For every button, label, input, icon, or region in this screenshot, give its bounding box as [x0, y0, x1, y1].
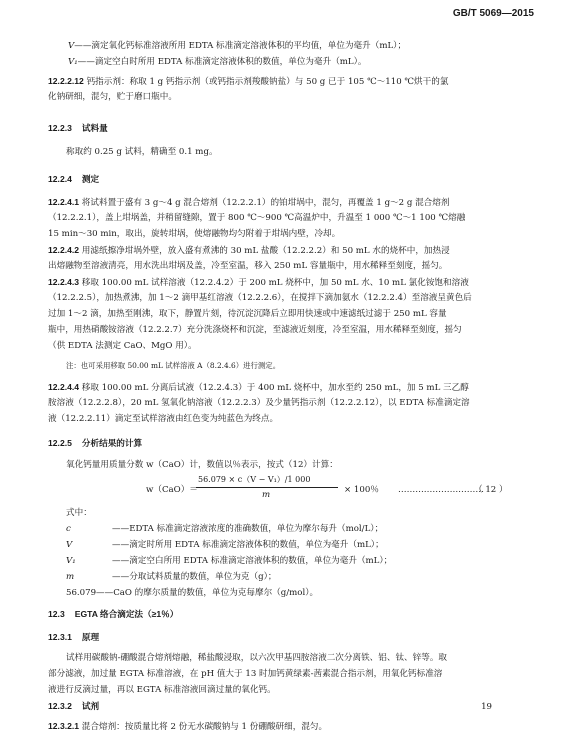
- paragraph-line: 出熔融物至溶液清亮，用水洗出坩埚及盖，冷至室温，移入 250 mL 容量瓶中，用水稀释至刻度，摇匀。: [48, 261, 448, 271]
- note-line: 注：也可采用移取 50.00 mL 试样溶液 A（8.2.4.6）进行测定。: [66, 361, 281, 370]
- paragraph-line: 液（12.2.2.11）滴定至试样溶液由红色变为纯蓝色为终点。: [48, 414, 279, 424]
- definition-text: 滴定空白时所用 EDTA 标准滴定溶液体积的数值，单位为毫升（mL）。: [94, 57, 367, 67]
- paragraph-line: 瓶中，用热硝酸铵溶液（12.2.2.7）充分洗涤烧杯和沉淀，至滤液近刻度，冷至室温，用水稀释至刻度，摇匀: [48, 325, 462, 335]
- formula-leader-dots: …………………………: [398, 485, 484, 495]
- variable-description: ——滴定空白所用 EDTA 标准滴定溶液体积的数值，单位为毫升（mL）；: [112, 556, 393, 566]
- paragraph-text: 移取 100.00 mL 试样溶液（12.2.4.2）于 200 mL 烧杯中，加 50 mL 水、10 mL 氯化铵饱和溶液: [81, 278, 469, 288]
- clause-number: 12.2.4: [48, 174, 72, 184]
- variable-description: ——CaO 的摩尔质量的数值，单位为克每摩尔（g/mol）。: [96, 588, 319, 598]
- section-title: EGTA 络合滴定法（≥1％）: [74, 609, 179, 619]
- paragraph-text: 钙指示剂：称取 1 g 钙指示剂（或钙指示剂羧酸钠盐）与 50 g 已于 105 ℃～110 ℃烘干的氯: [86, 77, 449, 87]
- definition-symbol: V: [68, 41, 75, 51]
- formula-denominator: m: [262, 490, 271, 500]
- variable-description: ——分取试料质量的数值，单位为克（g）；: [112, 572, 277, 582]
- variable-symbol: V₁: [66, 556, 76, 566]
- where-label: 式中：: [66, 508, 92, 518]
- formula-tail: × 100％: [344, 485, 379, 495]
- paragraph-line: （12.2.2.5），加热煮沸，加 1～2 滴甲基红溶液（12.2.2.6），在搅拌下滴加氨水（12.2.2.4）至溶液呈黄色后: [48, 293, 472, 303]
- variable-definition: [66, 539, 384, 551]
- paragraph-line: 过加 1～2 滴，加热至刚沸，取下，静置片刻，待沉淀沉降后立即用快速或中速滤纸过滤于 250 mL 容量: [48, 309, 447, 319]
- clause-number: 12.3.2: [48, 701, 72, 711]
- paragraph-line: 胺溶液（12.2.2.8），20 mL 氢氧化钠溶液（12.2.2.3）及少量钙指示剂（12.2.2.12），以 EDTA 标准滴定溶: [48, 398, 470, 408]
- variable-definition: [66, 555, 392, 567]
- paragraph-line: 部分滤液，加过量 EGTA 标准溶液，在 pH 值大于 13 时加钙黄绿素-茜素混合指示剂，用氧化钙标准溶: [48, 669, 443, 679]
- fraction-bar: [196, 487, 338, 488]
- section-title: 原理: [81, 632, 100, 642]
- paragraph-text: 将试料置于盛有 3 g～4 g 混合熔剂（12.2.2.1）的铂坩埚中，混匀，再覆盖 1 g～2 g 混合熔剂: [81, 198, 450, 208]
- paragraph-line: [48, 381, 469, 394]
- section-heading: [48, 173, 99, 186]
- section-title: 试料量: [81, 123, 108, 133]
- definition-dash: ——: [77, 57, 95, 67]
- paragraph-line: 化钠研细，混匀，贮于磨口瓶中。: [48, 92, 177, 102]
- variable-definition: [66, 571, 276, 583]
- paragraph-text: 用滤纸擦净坩埚外壁，放入盛有煮沸的 30 mL 盐酸（12.2.2.2）和 50 mL 水的烧杯中，加热浸: [81, 246, 450, 256]
- paragraph-line: 15 min～30 min，取出，旋转坩埚，使熔融物均匀附着于坩埚内壁，冷却。: [48, 229, 341, 239]
- formula-numerator: 56.079 × c（V − V₁）/1 000: [198, 475, 311, 484]
- paragraph-line: [48, 720, 327, 733]
- paragraph-line: （供 EDTA 法测定 CaO、MgO 用）。: [48, 341, 197, 351]
- section-title: 测定: [81, 174, 100, 184]
- clause-number: 12.3: [48, 609, 65, 619]
- variable-symbol: V: [66, 540, 73, 550]
- paragraph-line: [48, 244, 450, 257]
- clause-number: 12.2.2.12: [48, 76, 84, 86]
- paragraph-line: 氧化钙量用质量分数 w（CaO）计，数值以％表示，按式（12）计算：: [66, 460, 338, 470]
- definition-line: [68, 40, 406, 52]
- definition-text: 滴定氧化钙标准溶液所用 EDTA 标准滴定溶液体积的平均值，单位为毫升（mL）；: [91, 41, 407, 51]
- paragraph-text: 混合熔剂：按质量比将 2 份无水碳酸钠与 1 份硼酸研细，混匀。: [81, 722, 328, 732]
- variable-definition: [66, 523, 383, 535]
- clause-number: 12.3.1: [48, 632, 72, 642]
- section-heading: [48, 608, 178, 621]
- paragraph-line: [48, 276, 469, 289]
- paragraph-line: （12.2.2.1），盖上坩埚盖，并稍留缝隙，置于 800 ℃～900 ℃高温炉中，升温至 1 000 ℃～1 100 ℃熔融: [48, 213, 466, 223]
- clause-number: 12.2.4.4: [48, 382, 80, 392]
- section-heading: [48, 122, 108, 135]
- paragraph-line: [48, 75, 448, 88]
- variable-symbol: m: [66, 572, 75, 582]
- paragraph-text: 移取 100.00 mL 分离后试液（12.2.4.3）于 400 mL 烧杯中，加水至约 250 mL，加 5 mL 三乙醇: [81, 383, 469, 393]
- section-title: 分析结果的计算: [81, 438, 143, 448]
- paragraph-line: [48, 196, 449, 209]
- equation-number: （ 12 ）: [474, 485, 508, 495]
- variable-symbol: 56.079: [66, 588, 97, 598]
- definition-line: [68, 56, 367, 68]
- section-heading: [48, 700, 99, 713]
- formula-lhs: w（CaO）＝: [146, 485, 198, 495]
- page-number: 19: [481, 702, 492, 712]
- clause-number: 12.2.5: [48, 438, 72, 448]
- section-title: 试剂: [81, 701, 100, 711]
- paragraph-line: 液进行反滴过量，再以 EGTA 标准溶液回滴过量的氧化钙。: [48, 685, 276, 695]
- clause-number: 12.3.2.1: [48, 721, 80, 731]
- clause-number: 12.2.4.2: [48, 245, 80, 255]
- variable-symbol: c: [66, 524, 71, 534]
- paragraph-line: 试样用碳酸钠-硼酸混合熔剂熔融，稀盐酸浸取，以六次甲基四胺溶液二次分离铁、铝、钛、锌等。取: [66, 653, 448, 663]
- section-heading: [48, 437, 142, 450]
- section-heading: [48, 631, 99, 644]
- clause-number: 12.2.4.1: [48, 197, 80, 207]
- variable-description: ——滴定时所用 EDTA 标准滴定溶液体积的数值，单位为毫升（mL）；: [112, 540, 384, 550]
- clause-number: 12.2.3: [48, 123, 72, 133]
- paragraph-line: 称取约 0.25 g 试料，精确至 0.1 mg。: [66, 147, 218, 157]
- definition-symbol: V₁: [68, 57, 78, 67]
- clause-number: 12.2.4.3: [48, 277, 80, 287]
- variable-definition: [66, 587, 318, 599]
- definition-dash: ——: [74, 41, 92, 51]
- variable-description: ——EDTA 标准滴定溶液浓度的准确数值，单位为摩尔每升（mol/L）；: [112, 524, 384, 534]
- standard-code-header: GB/T 5069—2015: [452, 8, 534, 19]
